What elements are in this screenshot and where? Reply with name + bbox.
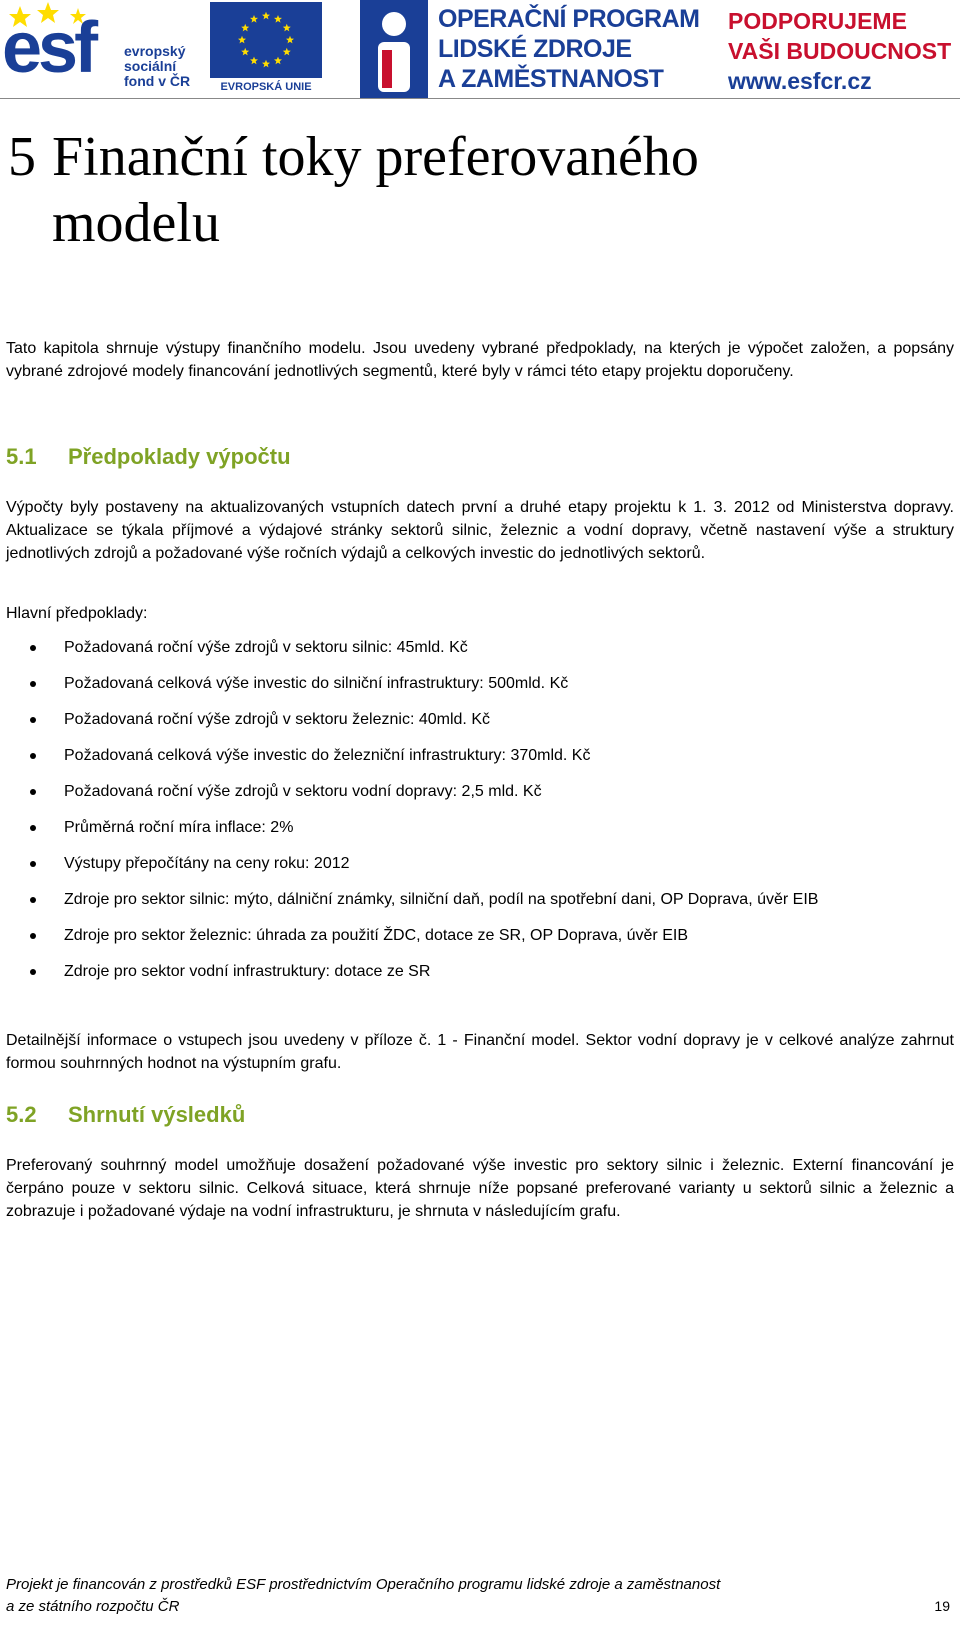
list-item-text: Požadovaná roční výše zdrojů v sektoru vodní dopravy: 2,5 mld. Kč	[64, 783, 542, 800]
footer-note	[6, 1574, 720, 1618]
list-item-text: Požadovaná roční výše zdrojů v sektoru silnic: 45mld. Kč	[64, 639, 468, 656]
eu-logo	[210, 2, 322, 96]
chapter-title-line2: modelu	[52, 192, 220, 254]
list-item-text: Zdroje pro sektor silnic: mýto, dálniční známky, silniční daň, podíl na spotřební dani, OP Doprava, úvěr EIB	[64, 891, 819, 908]
section-paragraph: Preferovaný souhrnný model umožňuje dosažení požadované výše investic pro sektory silnic i železnic. Externí financování je čerpáno pouze v sektoru silnic. Celková situace, která shrnuje níže popsané preferované varianty u sektorů silnic a železnic a zobrazuje i požadované výdaje na vodní infrastrukturu, je shrnuta v následujícím grafu.	[6, 1157, 954, 1220]
eu-star-icon	[286, 36, 294, 44]
chapter-title	[8, 124, 888, 256]
list-item	[0, 744, 960, 767]
eu-star-icon	[283, 24, 291, 32]
op-line3: A ZAMĚSTNANOST	[438, 65, 664, 93]
list-item	[0, 960, 960, 983]
list-item-text: Požadovaná roční výše zdrojů v sektoru železnic: 40mld. Kč	[64, 711, 490, 728]
section-number: 5.2	[6, 1102, 37, 1127]
esf-sub-line2: sociální	[124, 58, 177, 74]
eu-star-icon	[250, 15, 258, 23]
list-item-text: Požadovaná celková výše investic do železniční infrastruktury: 370mld. Kč	[64, 747, 591, 764]
list-item	[0, 636, 960, 659]
assumptions-list	[0, 636, 960, 983]
bullet-icon	[30, 861, 36, 867]
eu-star-icon	[274, 57, 282, 65]
chapter-intro: Tato kapitola shrnuje výstupy finančního modelu. Jsou uvedeny vybrané předpoklady, na kterých je výpočet založen, a popsány vybrané zdrojové modely financování jednotlivých segmentů, které byly v rámci této etapy projektu doporučeny.	[6, 340, 954, 380]
esf-logo	[0, 0, 200, 96]
list-item-text: Průměrná roční míra inflace: 2%	[64, 819, 294, 836]
esf-logo-word: esf	[2, 8, 95, 88]
esf-sub-line3: fond v ČR	[124, 73, 191, 89]
oplz-mark-icon	[360, 0, 428, 98]
section-title: Předpoklady výpočtu	[68, 444, 291, 469]
eu-star-icon	[241, 48, 249, 56]
esf-sub-line1: evropský	[124, 43, 186, 59]
eu-star-icon	[262, 60, 270, 68]
slogan-url: www.esfcr.cz	[728, 68, 872, 94]
list-item	[0, 672, 960, 695]
list-item	[0, 888, 960, 911]
slogan	[728, 6, 958, 96]
list-item	[0, 708, 960, 731]
list-item	[0, 924, 960, 947]
section-number: 5.1	[6, 444, 37, 469]
op-line1: OPERAČNÍ PROGRAM	[438, 5, 700, 33]
list-item-text: Požadovaná celková výše investic do silniční infrastruktury: 500mld. Kč	[64, 675, 569, 692]
header-divider	[0, 98, 960, 99]
bullet-icon	[30, 789, 36, 795]
list-item	[0, 780, 960, 803]
list-item	[0, 852, 960, 875]
chapter-number: 5	[8, 126, 36, 188]
chapter-title-line1: Finanční toky preferovaného	[52, 126, 699, 188]
bullet-icon	[30, 681, 36, 687]
header-logo-bar	[0, 0, 960, 100]
list-item	[0, 816, 960, 839]
list-item-text: Zdroje pro sektor železnic: úhrada za použití ŽDC, dotace ze SR, OP Doprava, úvěr EIB	[64, 927, 688, 944]
page-number: 19	[934, 1598, 950, 1614]
eu-star-icon	[238, 36, 246, 44]
eu-star-icon	[274, 15, 282, 23]
footer-line1: Projekt je financován z prostředků ESF prostřednictvím Operačního programu lidské zdroje a zaměstnanost	[6, 1576, 721, 1593]
bullet-icon	[30, 969, 36, 975]
bullet-icon	[30, 717, 36, 723]
eu-star-icon	[241, 24, 249, 32]
bullet-icon	[30, 753, 36, 759]
bullet-icon	[30, 897, 36, 903]
eu-star-icon	[262, 12, 270, 20]
eu-star-icon	[283, 48, 291, 56]
section-heading-5-1	[6, 443, 291, 471]
list-item-text: Zdroje pro sektor vodní infrastruktury: dotace ze SR	[64, 963, 431, 980]
eu-flag-icon	[210, 2, 322, 78]
slogan-line2: VAŠI BUDOUCNOST	[728, 38, 952, 64]
section-closing-paragraph: Detailnější informace o vstupech jsou uvedeny v příloze č. 1 - Finanční model. Sektor vodní dopravy je v celkové analýze zahrnut formou souhrnných hodnot na výstupním grafu.	[6, 1032, 954, 1072]
bullet-icon	[30, 933, 36, 939]
section-heading-5-2	[6, 1101, 245, 1129]
section-paragraph: Výpočty byly postaveny na aktualizovaných vstupních datech první a druhé etapy projektu k 1. 3. 2012 od Ministerstva dopravy. Aktualizace se týkala příjmové a výdajové stránky sektorů silnic, železnic a vodní dopravy, včetně nastavení výše a struktury jednotlivých zdrojů a požadované výše ročních výdajů a celkových investic do jednotlivých sektorů.	[6, 499, 954, 562]
eu-star-icon	[250, 57, 258, 65]
section-title: Shrnutí výsledků	[68, 1102, 246, 1127]
list-label: Hlavní předpoklady:	[6, 605, 148, 622]
oplz-logo	[360, 0, 700, 98]
eu-label: EVROPSKÁ UNIE	[220, 81, 312, 93]
bullet-icon	[30, 645, 36, 651]
op-line2: LIDSKÉ ZDROJE	[438, 35, 632, 63]
esf-logo-subtitle	[124, 44, 204, 89]
footer-line2: a ze státního rozpočtu ČR	[6, 1598, 180, 1615]
slogan-line1: PODPORUJEME	[728, 8, 907, 34]
list-item-text: Výstupy přepočítány na ceny roku: 2012	[64, 855, 350, 872]
bullet-icon	[30, 825, 36, 831]
